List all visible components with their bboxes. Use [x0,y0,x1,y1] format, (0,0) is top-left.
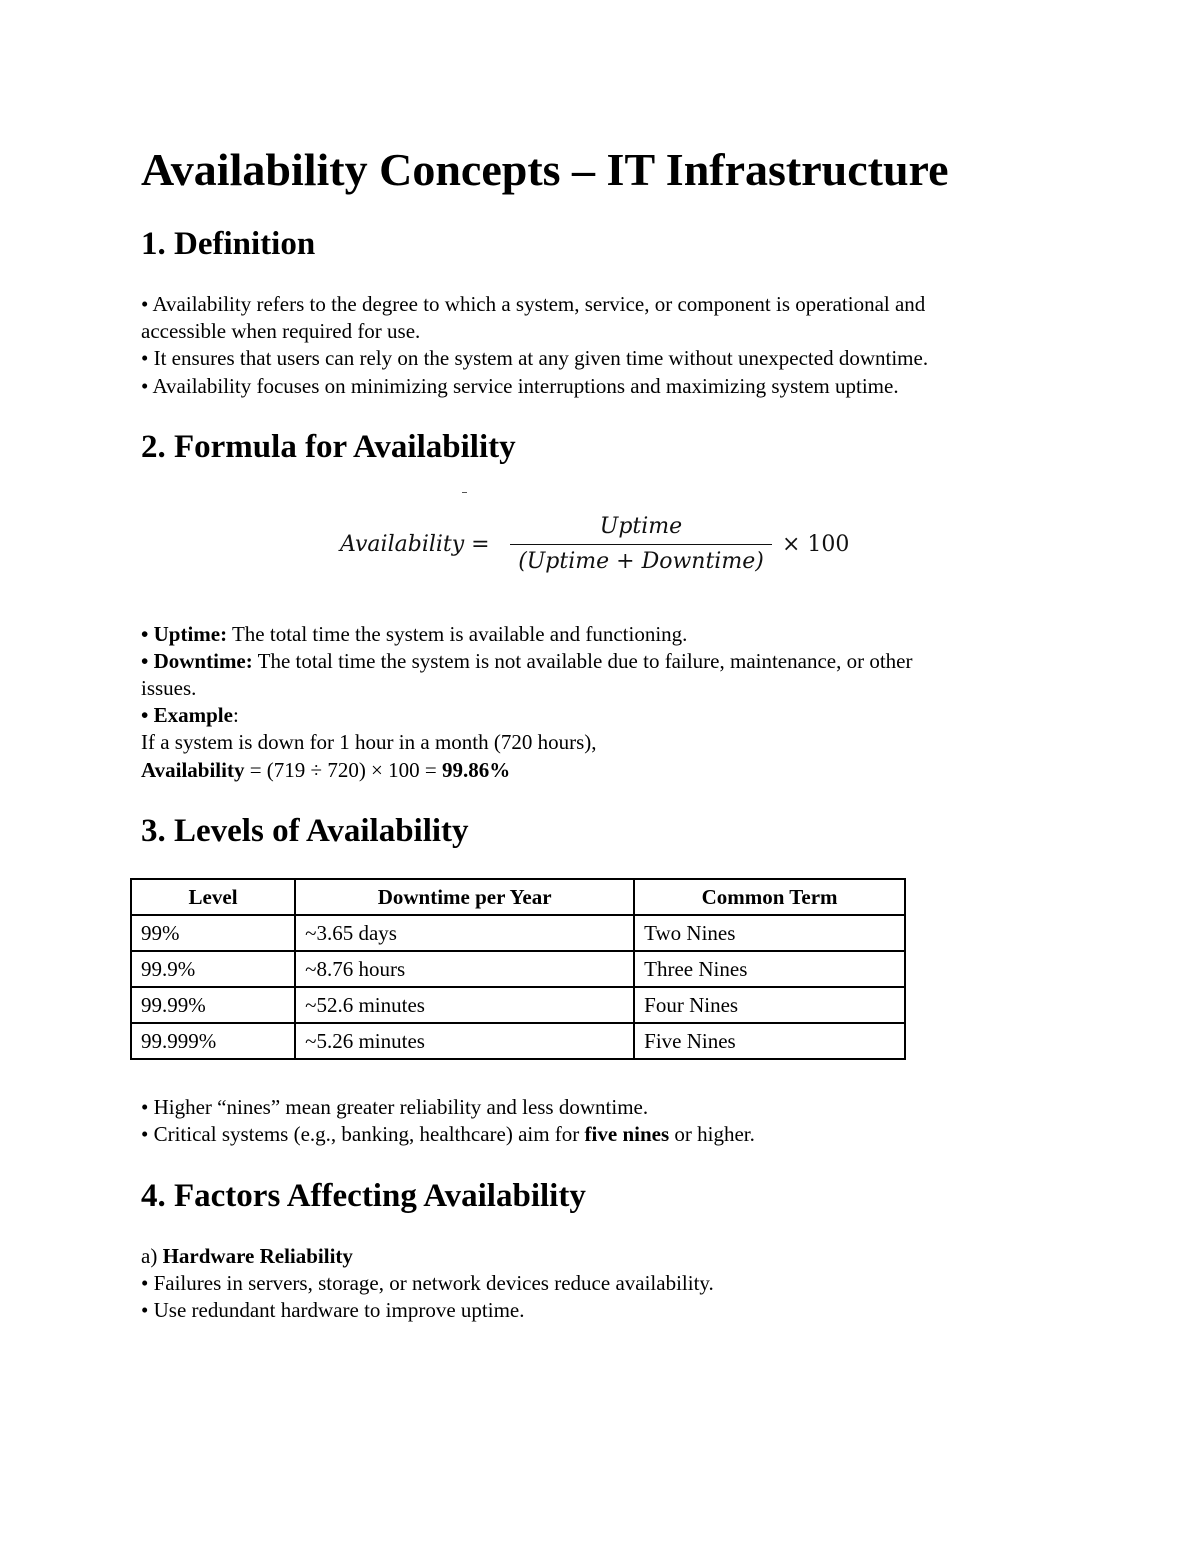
heading-definition: 1. Definition [141,226,316,262]
table-row [131,987,905,1023]
heading-formula: 2. Formula for Availability [141,429,516,465]
cell-level: 99.9% [131,951,295,987]
definition-line-1: • Availability refers to the degree to which a system, service, or component is operational and [141,292,926,316]
example-heading [141,702,239,729]
downtime-definition-cont: issues. [141,676,197,700]
uptime-label: • Uptime: [141,622,228,646]
heading-levels: 3. Levels of Availability [141,813,469,849]
levels-note-1: • Higher “nines” mean greater reliability and less downtime. [141,1095,649,1119]
cell-level: 99.999% [131,1023,295,1059]
levels-note-2 [141,1121,755,1148]
table-row [131,951,905,987]
factor-prefix: a) [141,1244,163,1268]
column-header-downtime: Downtime per Year [295,879,634,915]
example-result-calc: = (719 ÷ 720) × 100 = [244,758,442,782]
factor-subheading [141,1243,353,1270]
cell-term: Four Nines [634,987,905,1023]
cell-level: 99% [131,915,295,951]
levels-note-2-bold: five nines [584,1122,670,1146]
formula-lhs: Availability = [340,532,490,557]
factor-bullet-2: • Use redundant hardware to improve uptime. [141,1298,525,1322]
column-header-level: Level [131,879,295,915]
table-row [131,1023,905,1059]
example-result [141,757,510,784]
definition-line-2: accessible when required for use. [141,319,421,343]
downtime-text: The total time the system is not available due to failure, maintenance, or other [252,649,913,673]
definition-line-3: • It ensures that users can rely on the system at any given time without unexpected downtime. [141,346,929,370]
uptime-text: The total time the system is available and functioning. [227,622,688,646]
formula-numerator: Uptime [599,514,683,539]
definition-line-4: • Availability focuses on minimizing service interruptions and maximizing system uptime. [141,374,899,398]
fraction-bar [510,544,772,545]
cell-term: Five Nines [634,1023,905,1059]
document-title: Availability Concepts – IT Infrastructure [141,144,949,195]
uptime-definition [141,621,687,648]
example-colon: : [232,703,239,727]
table-header-row [131,879,905,915]
cell-downtime: ~52.6 minutes [295,987,634,1023]
levels-note-2-post: or higher. [669,1122,755,1146]
factor-title: Hardware Reliability [162,1244,353,1268]
levels-note-2-pre: • Critical systems (e.g., banking, healthcare) aim for [141,1122,585,1146]
example-result-label: Availability [141,758,245,782]
formula-fraction [510,512,772,577]
heading-factors: 4. Factors Affecting Availability [141,1178,586,1214]
downtime-definition [141,648,913,675]
cell-level: 99.99% [131,987,295,1023]
formula-denominator: (Uptime + Downtime) [518,549,764,574]
example-label: • Example [141,703,233,727]
table-row [131,915,905,951]
factor-bullet-1: • Failures in servers, storage, or network devices reduce availability. [141,1271,714,1295]
cell-term: Two Nines [634,915,905,951]
formula-mark [462,492,467,493]
column-header-term: Common Term [634,879,905,915]
example-line: If a system is down for 1 hour in a month (720 hours), [141,730,597,754]
formula-multiplier: × 100 [782,532,850,557]
cell-term: Three Nines [634,951,905,987]
downtime-label: • Downtime: [141,649,253,673]
example-result-value: 99.86% [442,758,511,782]
availability-levels-table [130,878,906,1060]
cell-downtime: ~3.65 days [295,915,634,951]
cell-downtime: ~8.76 hours [295,951,634,987]
cell-downtime: ~5.26 minutes [295,1023,634,1059]
